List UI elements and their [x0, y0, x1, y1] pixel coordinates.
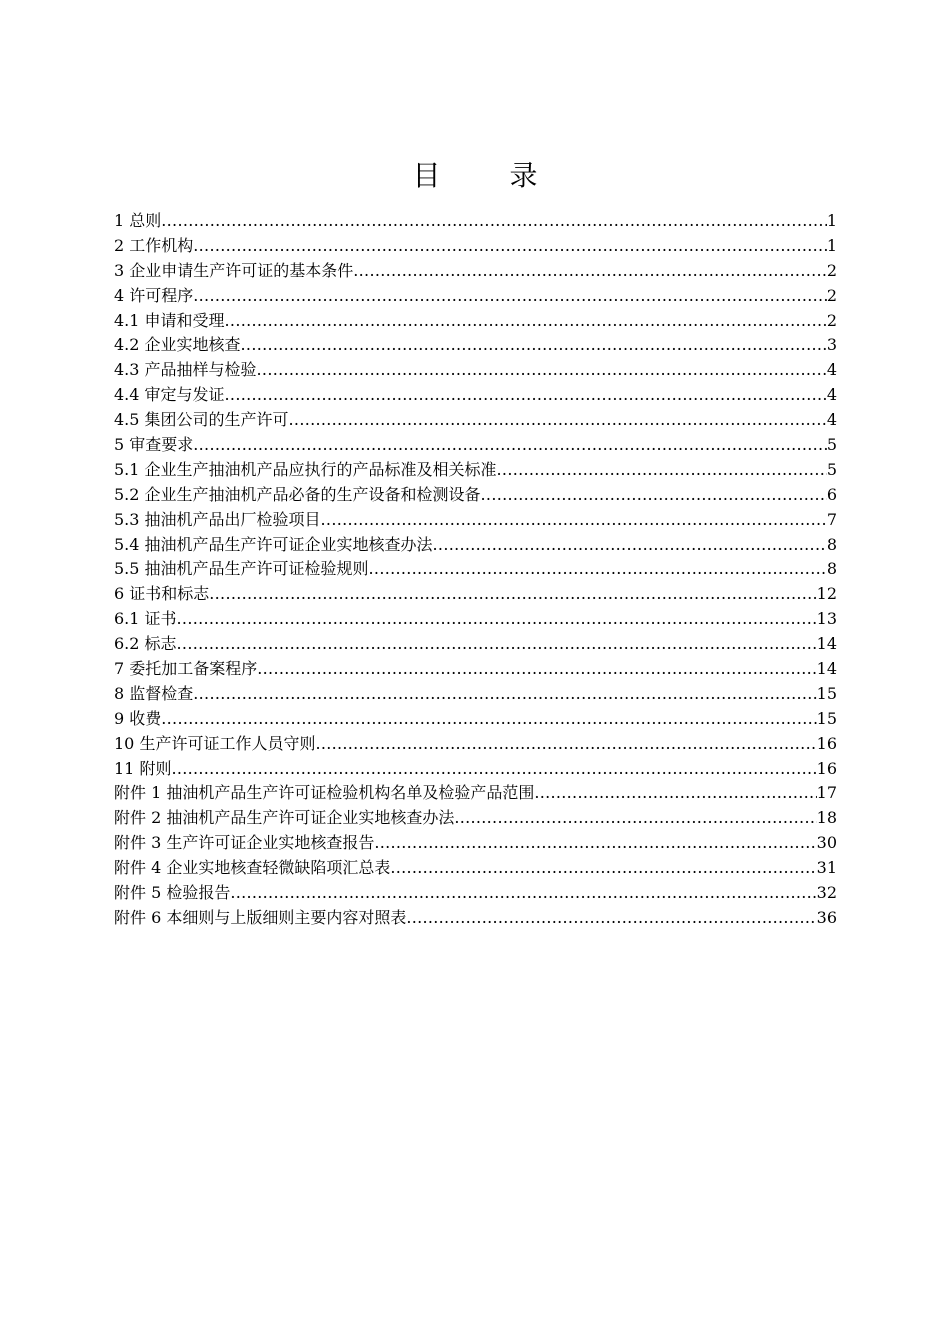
toc-entry-label: 6.2 标志 [114, 634, 177, 654]
toc-entry[interactable] [114, 781, 837, 806]
toc-entry-page-number: 14 [816, 659, 837, 679]
toc-entry-page-number: 16 [816, 758, 837, 778]
toc-entry[interactable] [114, 906, 837, 931]
toc-entry[interactable] [114, 433, 837, 458]
toc-leader-dots [481, 483, 827, 508]
toc-entry[interactable] [114, 358, 837, 383]
toc-leader-dots [353, 259, 827, 284]
toc-entry-page-number: 36 [816, 907, 837, 927]
toc-entry-label: 附件 4 企业实地核查轻微缺陷项汇总表 [114, 858, 391, 878]
toc-entry-label: 4.5 集团公司的生产许可 [114, 410, 289, 430]
toc-entry-page-number: 5 [826, 459, 837, 479]
toc-entry-label: 附件 1 抽油机产品生产许可证检验机构名单及检验产品范围 [114, 783, 535, 803]
toc-leader-dots [289, 408, 827, 433]
toc-entry[interactable] [114, 333, 837, 358]
toc-entry-label: 1 总则 [114, 210, 162, 230]
toc-entry[interactable] [114, 806, 837, 831]
toc-entry[interactable] [114, 284, 837, 309]
toc-leader-dots [406, 906, 816, 931]
toc-leader-dots [257, 358, 827, 383]
toc-entry[interactable] [114, 881, 837, 906]
toc-entry[interactable] [114, 234, 837, 259]
toc-entry-label: 附件 6 本细则与上版细则主要内容对照表 [114, 907, 407, 927]
toc-leader-dots [225, 309, 827, 334]
toc-entry-label: 5.4 抽油机产品生产许可证企业实地核查办法 [114, 534, 433, 554]
toc-entry-page-number: 4 [826, 385, 837, 405]
toc-entry[interactable] [114, 682, 837, 707]
toc-leader-dots [257, 657, 816, 682]
toc-entry[interactable] [114, 732, 837, 757]
toc-entry-label: 4.1 申请和受理 [114, 310, 225, 330]
toc-leader-dots [193, 682, 816, 707]
toc-entry-page-number: 6 [826, 484, 837, 504]
toc-entry-page-number: 18 [816, 808, 837, 828]
toc-entry-page-number: 4 [826, 360, 837, 380]
toc-entry-label: 4 许可程序 [114, 285, 194, 305]
toc-entry[interactable] [114, 831, 837, 856]
toc-leader-dots [193, 234, 827, 259]
toc-leader-dots [171, 757, 816, 782]
toc-entry-page-number: 16 [816, 733, 837, 753]
toc-entry[interactable] [114, 657, 837, 682]
toc-entry-label: 5.3 抽油机产品出厂检验项目 [114, 509, 321, 529]
toc-entry-page-number: 2 [826, 260, 837, 280]
toc-entry-page-number: 30 [816, 833, 837, 853]
toc-entry[interactable] [114, 209, 837, 234]
toc-leader-dots [230, 881, 816, 906]
toc-leader-dots [433, 533, 827, 558]
toc-entry-page-number: 12 [816, 584, 837, 604]
toc-entry-label: 2 工作机构 [114, 235, 194, 255]
toc-entry-label: 附件 3 生产许可证企业实地核查报告 [114, 833, 375, 853]
toc-entry-page-number: 14 [816, 634, 837, 654]
toc-entry-page-number: 31 [816, 858, 837, 878]
toc-entry[interactable] [114, 707, 837, 732]
toc-leader-dots [454, 806, 816, 831]
toc-entry-label: 4.2 企业实地核查 [114, 335, 241, 355]
toc-title: 目 录 [412, 159, 568, 192]
toc-entry-label: 4.3 产品抽样与检验 [114, 360, 257, 380]
toc-leader-dots [241, 333, 827, 358]
toc-entry[interactable] [114, 557, 837, 582]
toc-entry-page-number: 1 [826, 235, 837, 255]
toc-entry-label: 4.4 审定与发证 [114, 385, 225, 405]
toc-entry-label: 3 企业申请生产许可证的基本条件 [114, 260, 354, 280]
toc-leader-dots [497, 458, 827, 483]
toc-entry-page-number: 15 [816, 708, 837, 728]
toc-leader-dots [177, 632, 817, 657]
toc-entry-label: 5.5 抽油机产品生产许可证检验规则 [114, 559, 369, 579]
toc-entry[interactable] [114, 757, 837, 782]
toc-leader-dots [369, 557, 827, 582]
toc-entry-page-number: 5 [826, 435, 837, 454]
toc-leader-dots [315, 732, 816, 757]
toc-entry[interactable] [114, 458, 837, 483]
toc-entry-label: 附件 5 检验报告 [114, 883, 231, 903]
toc-entry[interactable] [114, 632, 837, 657]
toc-entry-page-number: 4 [826, 410, 837, 430]
toc-leader-dots [193, 433, 827, 458]
toc-entry[interactable] [114, 582, 837, 607]
toc-leader-dots [225, 383, 827, 408]
toc-leader-dots [374, 831, 816, 856]
toc-leader-dots [177, 607, 817, 632]
toc-entry-page-number: 13 [816, 609, 837, 629]
toc-entry-page-number: 1 [826, 210, 837, 230]
toc-entry-page-number: 3 [826, 335, 837, 355]
toc-entry[interactable] [114, 408, 837, 433]
toc-entry[interactable] [114, 483, 837, 508]
toc-leader-dots [193, 284, 827, 309]
toc-leader-dots [534, 781, 816, 806]
toc-entry[interactable] [114, 259, 837, 284]
toc-entry[interactable] [114, 508, 837, 533]
toc-entry[interactable] [114, 607, 837, 632]
toc-entry-label: 5.1 企业生产抽油机产品应执行的产品标准及相关标准 [114, 459, 497, 479]
toc-entry-label: 附件 2 抽油机产品生产许可证企业实地核查办法 [114, 808, 455, 828]
toc-entry[interactable] [114, 309, 837, 334]
toc-entry-label: 7 委托加工备案程序 [114, 659, 258, 679]
toc-entry-page-number: 8 [826, 559, 837, 579]
toc-entry-label: 5 审查要求 [114, 435, 194, 454]
toc-entry[interactable] [114, 856, 837, 881]
toc-entry-page-number: 32 [816, 883, 837, 903]
toc-entry-label: 6.1 证书 [114, 609, 177, 629]
toc-leader-dots [321, 508, 827, 533]
toc-entry-page-number: 15 [816, 683, 837, 703]
toc-entry-page-number: 2 [826, 310, 837, 330]
toc-entry[interactable] [114, 383, 837, 408]
toc-entry[interactable] [114, 533, 837, 558]
toc-entry-page-number: 7 [826, 509, 837, 529]
toc-leader-dots [390, 856, 816, 881]
toc-leader-dots [209, 582, 816, 607]
toc-entry-page-number: 2 [826, 285, 837, 305]
toc-entry-page-number: 17 [816, 783, 837, 803]
toc-entry-label: 5.2 企业生产抽油机产品必备的生产设备和检测设备 [114, 484, 481, 504]
toc-list [114, 209, 837, 931]
toc-leader-dots [161, 707, 816, 732]
toc-entry-label: 10 生产许可证工作人员守则 [114, 733, 316, 753]
toc-entry-page-number: 8 [826, 534, 837, 554]
toc-entry-label: 11 附则 [114, 758, 172, 778]
toc-entry-label: 8 监督检查 [114, 683, 194, 703]
toc-entry-label: 6 证书和标志 [114, 584, 210, 604]
toc-entry-label: 9 收费 [114, 708, 162, 728]
toc-leader-dots [161, 209, 827, 234]
